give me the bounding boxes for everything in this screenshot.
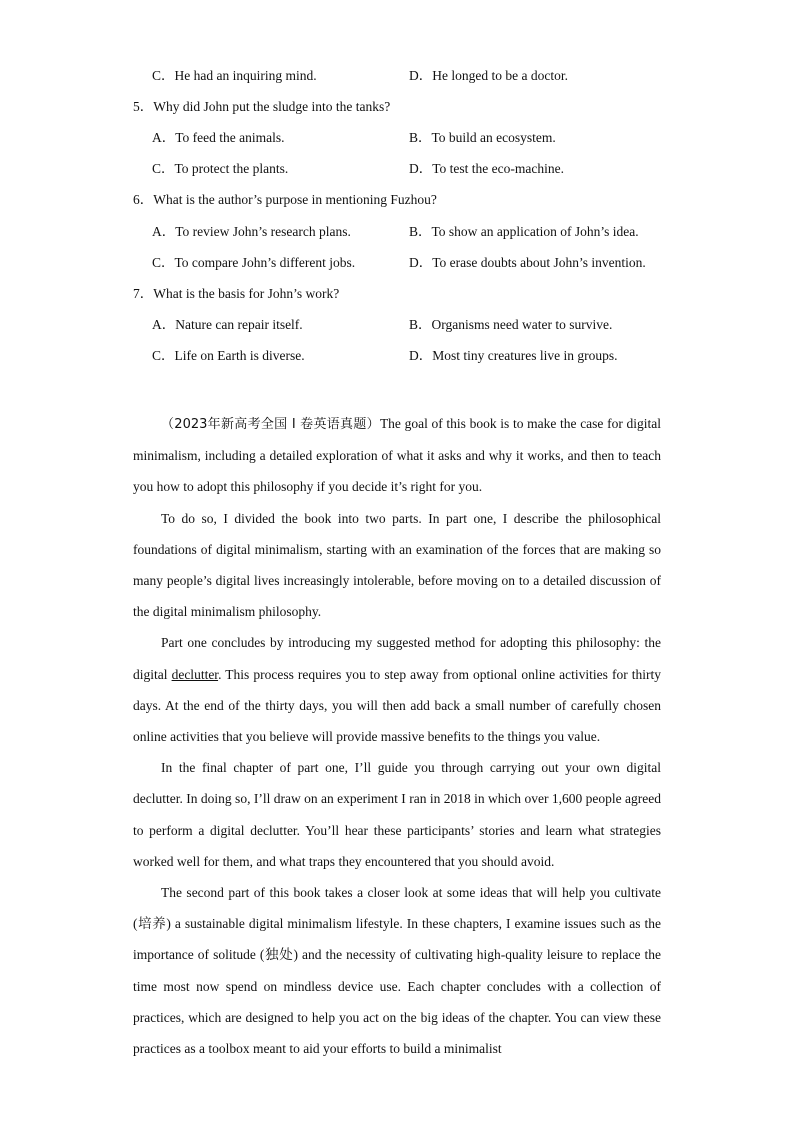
q4-options-row bbox=[0, 66, 794, 97]
q6-option-b[interactable]: B．To show an application of John’s idea. bbox=[409, 224, 639, 239]
q5-options-row-1 bbox=[0, 128, 794, 159]
passage-paragraph-2: To do so, I divided the book into two parts. In part one, I describe the philosophical foundations of digital minimalism, starting with an examination of the forces that are making so many people’s digital lives increasingly intolerable, before moving on to a detailed discussion of the digital minimalism philosophy. bbox=[133, 510, 661, 620]
q7-options-row-2 bbox=[0, 346, 794, 377]
passage-source: （2023年新高考全国 I 卷英语真题） bbox=[161, 417, 380, 432]
q7-option-d[interactable]: D．Most tiny creatures live in groups. bbox=[409, 348, 618, 363]
q4-option-c[interactable]: C．He had an inquiring mind. bbox=[152, 68, 317, 83]
q7-option-a[interactable]: A．Nature can repair itself. bbox=[152, 317, 303, 332]
q6-options-row-1 bbox=[0, 222, 794, 253]
q5-option-c[interactable]: C．To protect the plants. bbox=[152, 161, 289, 176]
q7-option-c[interactable]: C．Life on Earth is diverse. bbox=[152, 348, 305, 363]
paragraph-3-text-a: Part one concludes by introducing my suggested method for adopting this philosophy: the digital bbox=[133, 635, 661, 682]
paragraph-1-text: The goal of this book is to make the case for digital minimalism, including a detailed exploration of what it asks and why it works, and then to teach you how to adopt this philosophy if you decide it’s right for you. bbox=[133, 416, 662, 495]
q7-option-b[interactable]: B．Organisms need water to survive. bbox=[409, 317, 613, 332]
q6-option-c[interactable]: C．To compare John’s different jobs. bbox=[152, 255, 356, 270]
declutter-term: declutter bbox=[171, 666, 219, 682]
passage-paragraph-1 bbox=[133, 408, 661, 503]
q5-options-row-2 bbox=[0, 159, 794, 190]
q5-stem: 5．Why did John put the sludge into the tanks? bbox=[133, 99, 391, 114]
q7-stem: 7．What is the basis for John’s work? bbox=[133, 286, 340, 301]
q4-option-d[interactable]: D．He longed to be a doctor. bbox=[409, 68, 568, 83]
q6-stem: 6．What is the author’s purpose in mentioning Fuzhou? bbox=[133, 192, 437, 207]
q7-options-row-1 bbox=[0, 315, 794, 346]
q6-option-d[interactable]: D．To erase doubts about John’s invention. bbox=[409, 255, 646, 270]
reading-passage bbox=[133, 408, 661, 1064]
passage-paragraph-3 bbox=[133, 627, 661, 752]
paragraph-3-text-b: . This process requires you to step away from optional online activities for thirty days. At the end of the thirty days, you will then add back a small number of carefully chosen online activities that you believe will provide massive benefits to the things you value. bbox=[133, 666, 662, 745]
q5-option-b[interactable]: B．To build an ecosystem. bbox=[409, 130, 556, 145]
q5-option-a[interactable]: A．To feed the animals. bbox=[152, 130, 285, 145]
q5-option-d[interactable]: D．To test the eco-machine. bbox=[409, 161, 564, 176]
passage-paragraph-4: In the final chapter of part one, I’ll guide you through carrying out your own digital declutter. In doing so, I’ll draw on an experiment I ran in 2018 in which over 1,600 people agreed to perform a digital declutter. You’ll hear these participants’ stories and learn what strategies worked well for them, and what traps they encountered that you should avoid. bbox=[133, 760, 661, 869]
passage-paragraph-5: The second part of this book takes a closer look at some ideas that will help you cultivate (培养) a sustainable digital minimalism lifestyle. In these chapters, I examine issues such as the importance of solitude (独处) and the necessity of cultivating high-quality leisure to replace the time most now spend on mindless device use. Each chapter concludes with a collection of practices, which are designed to help you act on the big ideas of the chapter. You can view these practices as a toolbox meant to aid your efforts to build a minimalist bbox=[133, 885, 661, 1057]
q6-options-row-2 bbox=[0, 253, 794, 284]
q6-option-a[interactable]: A．To review John’s research plans. bbox=[152, 224, 351, 239]
